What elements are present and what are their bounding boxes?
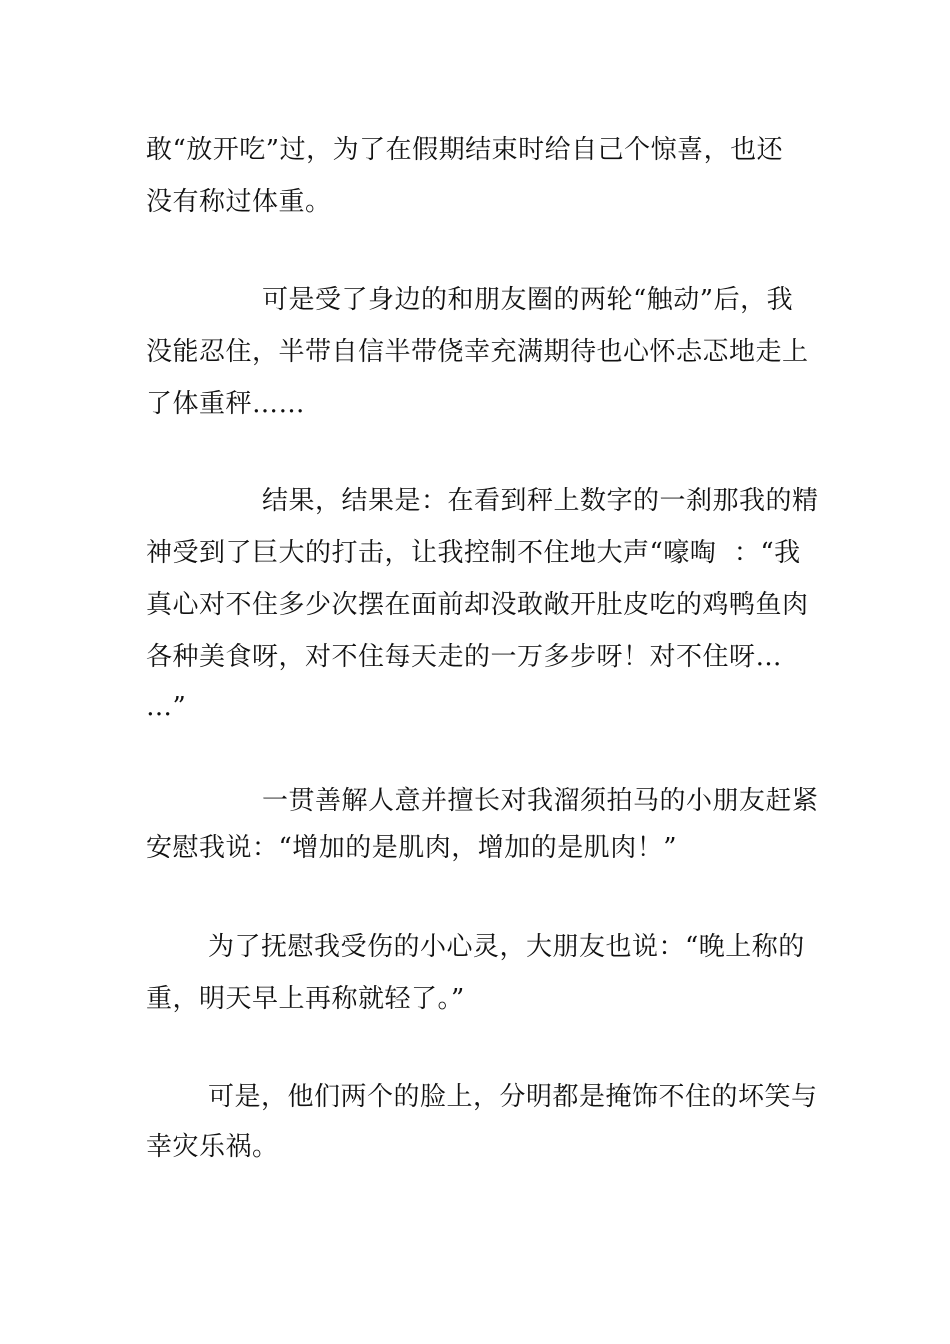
- paragraph-4-line-2: 安慰我说：“增加的是肌肉，增加的是肌肉！”: [146, 833, 678, 863]
- paragraph-3-line-3: 真心对不住多少次摆在面前却没敢敞开肚皮吃的鸡鸭鱼肉: [146, 590, 809, 620]
- paragraph-5-line-2: 重，明天早上再称就轻了。”: [146, 984, 465, 1014]
- paragraph-3-line-5: …”: [146, 692, 187, 722]
- paragraph-6-line-1: 可是，他们两个的脸上，分明都是掩饰不住的坏笑与: [208, 1082, 818, 1112]
- paragraph-3-line-2: 神受到了巨大的打击，让我控制不住地大声“嚎啕 ：“我: [146, 538, 801, 568]
- paragraph-2-line-2: 没能忍住，半带自信半带侥幸充满期待也心怀忐忑地走上: [146, 337, 809, 367]
- paragraph-2-line-3: 了体重秤……: [146, 389, 306, 419]
- paragraph-6-line-2: 幸灾乐祸。: [146, 1132, 279, 1162]
- paragraph-3-line-4: 各种美食呀，对不住每天走的一万多步呀！对不住呀…: [146, 642, 783, 672]
- paragraph-5-line-1: 为了抚慰我受伤的小心灵，大朋友也说：“晚上称的: [208, 932, 805, 962]
- paragraph-3-line-1: 结果，结果是：在看到秤上数字的一刹那我的精: [262, 486, 819, 516]
- paragraph-4-line-1: 一贯善解人意并擅长对我溜须拍马的小朋友赶紧: [262, 786, 819, 816]
- paragraph-2-line-1: 可是受了身边的和朋友圈的两轮“触动”后，我: [262, 285, 794, 315]
- paragraph-1-line-2: 没有称过体重。: [146, 187, 332, 217]
- paragraph-1-line-1: 敢“放开吃”过，为了在假期结束时给自己个惊喜，也还: [146, 135, 784, 165]
